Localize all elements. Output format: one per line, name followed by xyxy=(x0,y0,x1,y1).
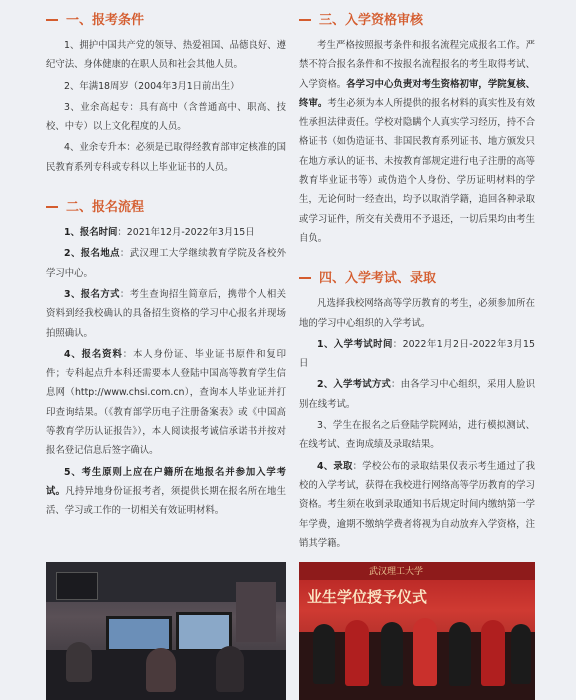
heading-bar xyxy=(299,19,311,21)
section-heading-admission-conditions xyxy=(46,8,286,28)
label: 5、考生原则上应在户籍所在地报名并参加入学考试。 xyxy=(46,466,286,497)
section-heading-entrance-exam xyxy=(299,266,535,286)
value: ：考生查询招生简章后，携带个人相关资料到经我校确认的具备招生资格的学习中心报名并现场拍照确认。 xyxy=(46,288,286,339)
condition-4: 4、业余专升本：必须是已取得经教育部审定核准的国民教育系列专科或专科以上毕业证书的人员。 xyxy=(46,142,286,173)
exam-method xyxy=(299,375,535,414)
label: 1、报名时间 xyxy=(64,227,118,239)
registration-principle xyxy=(46,463,286,521)
label: 4、报名资料 xyxy=(64,348,123,360)
registration-materials xyxy=(46,345,286,461)
admission xyxy=(299,457,535,553)
exam-online: 3、学生在报名之后登陆学院网站，进行模拟测试、在线考试、查询成绩及录取结果。 xyxy=(299,420,535,451)
graduation-photo xyxy=(299,562,535,700)
label: 3、报名方式 xyxy=(64,288,120,300)
text-b: 各学习中心负责对考生资格初审，学院复核、终审。 xyxy=(299,78,535,109)
text-a: 考生严格按照报考条件和报名流程完成报名工作。严禁不符合报名条件和不按报名流程报名的考生取得考试、入学资格。 xyxy=(299,40,535,90)
section-heading-qualification-review xyxy=(299,8,535,28)
value: ：由各学习中心组织，采用人脸识别在线考试。 xyxy=(299,379,535,410)
exam-time xyxy=(299,335,535,374)
heading-bar xyxy=(46,19,58,21)
value: ：学校公布的录取结果仅表示考生通过了我校的入学考试，获得在我校进行网络高等学历教育的学习资格。考生须在收到录取通知书后规定时间内缴纳第一学年学费，逾期不缴纳学费者将视为自动放弃入学资格，注销其学籍。 xyxy=(299,460,535,549)
label: 2、报名地点 xyxy=(64,248,120,260)
exam-intro: 凡选择我校网络高等学历教育的考生，必须参加所在地的学习中心组织的入学考试。 xyxy=(299,298,535,329)
heading-text: 一、报考条件 xyxy=(66,13,145,28)
heading-text: 四、入学考试、录取 xyxy=(319,271,437,287)
ceremony-banner: 业生学位授予仪式 xyxy=(307,588,428,606)
value: ：武汉理工大学继续教育学院及各校外学习中心。 xyxy=(46,248,286,279)
condition-1: 1、拥护中国共产党的领导、热爱祖国、品德良好、遵纪守法、身体健康的在职人员和社会其他人员。 xyxy=(46,40,286,71)
registration-time xyxy=(46,223,286,242)
condition-2: 2、年满18周岁（2004年3月1日前出生） xyxy=(64,80,240,92)
section-heading-registration-process xyxy=(46,195,286,215)
heading-bar xyxy=(46,206,58,208)
text-c: 考生必须为本人所提供的报名材料的真实性及有效性承担法律责任。学校对隐瞒个人真实学习经历，持不合格证书（如伪造证书、非国民教育系列证书、地方颁发只在地方承认的证书、未按教育部规定进行电子注册的高等教育毕业证书等）或伪造个人身份、学历证明材料的学生，无论何时一经查出，均予以取消学籍，追回各种录取或学习证件，所交有关费用不予退还，一切后果均由考生自负。 xyxy=(299,97,535,244)
condition-3: 3、业余高起专：具有高中（含普通高中、职高、技校、中专）以上文化程度的人员。 xyxy=(46,101,286,133)
classroom-photo xyxy=(46,562,286,700)
school-banner: 武汉理工大学 xyxy=(369,567,424,577)
heading-text: 三、入学资格审核 xyxy=(319,13,424,28)
heading-text: 二、报名流程 xyxy=(66,200,145,216)
heading-bar xyxy=(299,277,311,279)
registration-place xyxy=(46,244,286,283)
qualification-review-text xyxy=(299,36,535,248)
value: ：本人身份证、毕业证书原件和复印件；专科起点升本科还需要本人登陆中国高等教育学生信息网（http://www.chsi.com.cn），查询本人毕业证并打印查询结果。（《教育部学历电子注册备案表》或《中国高等教育学历认证报告》），本人阅读报考诚信承诺书并按对报名登记信息后签字确认。 xyxy=(46,348,286,457)
value: 凡持异地身份证报考者，须提供长期在报名所在地生活、学习或工作的一切相关有效证明材料。 xyxy=(46,485,286,517)
value: ：2022年1月2日-2022年3月15日 xyxy=(299,338,535,370)
left-column xyxy=(46,0,286,523)
registration-method xyxy=(46,285,286,343)
right-column xyxy=(299,0,535,555)
label: 1、入学考试时间 xyxy=(317,338,393,350)
value: ：2021年12月-2022年3月15日 xyxy=(117,227,255,239)
label: 4、录取 xyxy=(317,460,353,472)
label: 2、入学考试方式 xyxy=(317,379,392,391)
